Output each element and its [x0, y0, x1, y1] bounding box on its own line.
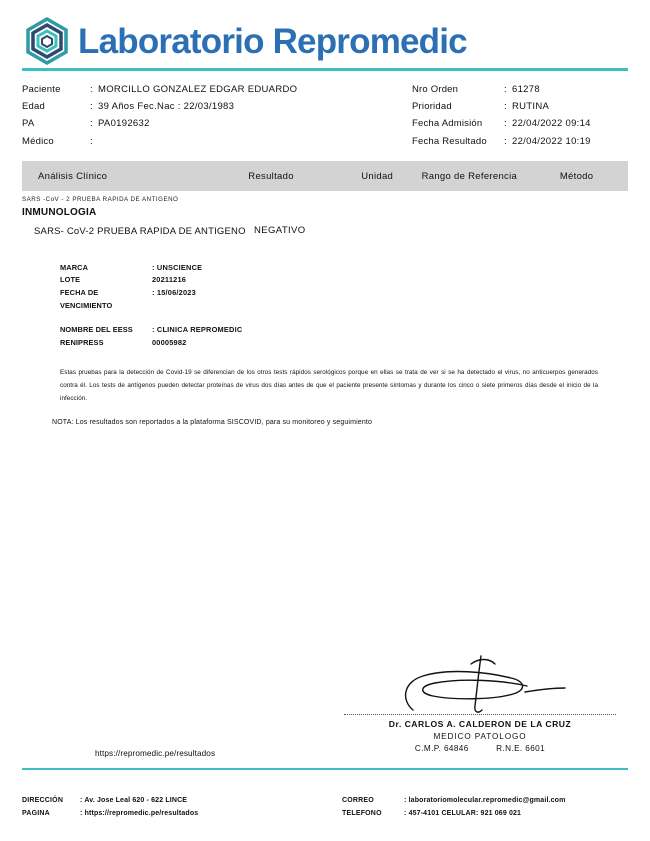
footer-value-pagina[interactable]: : https://repromedic.pe/resultados	[80, 809, 199, 817]
handwritten-signature-icon	[330, 648, 630, 718]
column-header-analisis: Análisis Clínico	[38, 170, 108, 182]
value-fecha-admision: 22/04/2022 09:14	[512, 118, 591, 130]
doctor-cmp: C.M.P. 64846	[414, 744, 469, 753]
label-fecha-resultado: Fecha Resultado	[412, 135, 487, 147]
sep-paciente: :	[90, 83, 93, 95]
kit-value-fecha-vencimiento: : 15/06/2023	[152, 288, 196, 298]
header-divider	[22, 68, 628, 71]
value-fecha-resultado: 22/04/2022 10:19	[512, 135, 591, 147]
footer-divider	[22, 768, 628, 770]
kit-value-marca: : UNSCIENCE	[152, 262, 203, 272]
kit-row-marca	[60, 262, 628, 275]
footer-value-correo[interactable]: : laboratoriomolecular.repromedic@gmail.com	[404, 797, 566, 804]
order-fields	[412, 85, 628, 148]
doctor-license-ids	[330, 744, 630, 753]
kit-value-renipress: 00005982	[152, 338, 187, 348]
kit-row-lote	[60, 274, 628, 287]
label-pa: PA	[22, 118, 35, 130]
kit-group-divider	[60, 313, 628, 324]
column-header-unidad: Unidad	[361, 170, 394, 182]
sep-fecha-admision: :	[504, 118, 507, 130]
footer-value-telefono: : 457-4101 CELULAR: 921 069 021	[404, 809, 522, 817]
kit-row-renipress	[60, 337, 628, 350]
signature-block	[330, 648, 630, 753]
value-edad: 39 Años Fec.Nac : 22/03/1983	[98, 100, 235, 112]
footer-label-telefono: TELEFONO	[342, 809, 382, 817]
column-header-rango: Rango de Referencia	[421, 170, 518, 182]
sep-medico: :	[90, 135, 93, 147]
result-section-tag: SARS -CoV - 2 PRUEBA RAPIDA DE ANTIGENO	[22, 196, 179, 204]
column-header-resultado: Resultado	[248, 170, 294, 182]
sep-nro-orden: :	[504, 83, 507, 95]
footer-row-correo	[342, 795, 628, 808]
footer-right-column	[342, 795, 628, 821]
results-table-header	[22, 161, 628, 191]
footer-row-direccion	[22, 795, 342, 808]
footer-value-direccion: : Av. Jose Leal 620 - 622 LINCE	[80, 797, 188, 804]
label-fecha-admision: Fecha Admisión	[412, 118, 483, 130]
patient-meta	[22, 85, 628, 148]
doctor-role: MEDICO PATOLOGO	[433, 732, 527, 741]
label-paciente: Paciente	[22, 83, 61, 95]
footer-left-column	[22, 795, 342, 821]
footer	[22, 795, 628, 821]
footer-label-direccion: DIRECCIÓN	[22, 797, 64, 804]
footer-label-correo: CORREO	[342, 797, 374, 804]
value-prioridad: RUTINA	[512, 100, 550, 112]
value-nro-orden: 61278	[512, 83, 540, 95]
kit-row-fecha-vencimiento	[60, 287, 628, 313]
doctor-rne: R.N.E. 6601	[496, 744, 546, 753]
hexagon-layers-logo-icon	[22, 16, 72, 66]
kit-label-fecha-vencimiento: FECHA DE VENCIMIENTO	[60, 288, 113, 311]
meta-row-edad	[22, 102, 412, 112]
sep-prioridad: :	[504, 100, 507, 112]
footer-row-telefono	[342, 808, 628, 821]
label-edad: Edad	[22, 100, 45, 112]
signature-line	[344, 714, 616, 715]
label-nro-orden: Nro Orden	[412, 83, 459, 95]
table-row	[22, 225, 628, 239]
footer-row-pagina	[22, 808, 342, 821]
meta-row-paciente	[22, 85, 412, 95]
meta-row-nro-orden	[412, 85, 628, 95]
letterhead	[22, 0, 628, 62]
meta-row-prioridad	[412, 102, 628, 112]
footer-label-pagina: PAGINA	[22, 809, 50, 817]
sep-edad: :	[90, 100, 93, 112]
kit-value-nombre-eess: : CLINICA REPROMEDIC	[152, 325, 243, 335]
column-header-metodo: Método	[559, 170, 594, 182]
disclaimer-note: NOTA: Los resultados son reportados a la plataforma SISCOVID, para su monitoreo y seguimiento	[52, 418, 373, 426]
disclaimer-text: Estas pruebas para la detección de Covid-19 se diferencian de los otros tests rápidos serológicos porque en ellas se trata de ver si se ha detectado el virus, no anticuerpos generados contra él. Los tests de antígenos pueden detectar proteínas de virus dos días antes de que el paciente presente síntomas y durante los cinco o siete primeros días desde el inicio de la infección.	[60, 369, 598, 403]
result-analyte-name: SARS- CoV-2 PRUEBA RAPIDA DE ANTIGENO	[34, 226, 246, 238]
kit-label-lote: LOTE	[60, 275, 81, 285]
value-paciente: MORCILLO GONZALEZ EDGAR EDUARDO	[98, 83, 298, 95]
sep-fecha-resultado: :	[504, 135, 507, 147]
label-medico: Médico	[22, 135, 54, 147]
doctor-name: Dr. CARLOS A. CALDERON DE LA CRUZ	[388, 719, 572, 729]
kit-details	[22, 262, 628, 351]
results-link[interactable]: https://repromedic.pe/resultados	[95, 749, 216, 758]
result-section-title: INMUNOLOGIA	[22, 207, 97, 219]
meta-row-pa	[22, 119, 412, 129]
kit-value-lote: 20211216	[152, 275, 187, 285]
label-prioridad: Prioridad	[412, 100, 452, 112]
kit-row-nombre-eess	[60, 324, 628, 337]
sep-pa: :	[90, 118, 93, 130]
value-pa: PA0192632	[98, 118, 150, 130]
meta-row-fecha-admision	[412, 119, 628, 129]
kit-label-marca: MARCA	[60, 262, 89, 272]
result-value: NEGATIVO	[254, 225, 306, 237]
brand-title: Laboratorio Repromedic	[78, 21, 467, 61]
kit-label-renipress: RENIPRESS	[60, 338, 104, 348]
meta-row-fecha-resultado	[412, 137, 628, 147]
kit-label-nombre-eess: NOMBRE DEL EESS	[60, 325, 133, 335]
meta-row-medico	[22, 137, 412, 147]
patient-fields	[22, 85, 412, 148]
